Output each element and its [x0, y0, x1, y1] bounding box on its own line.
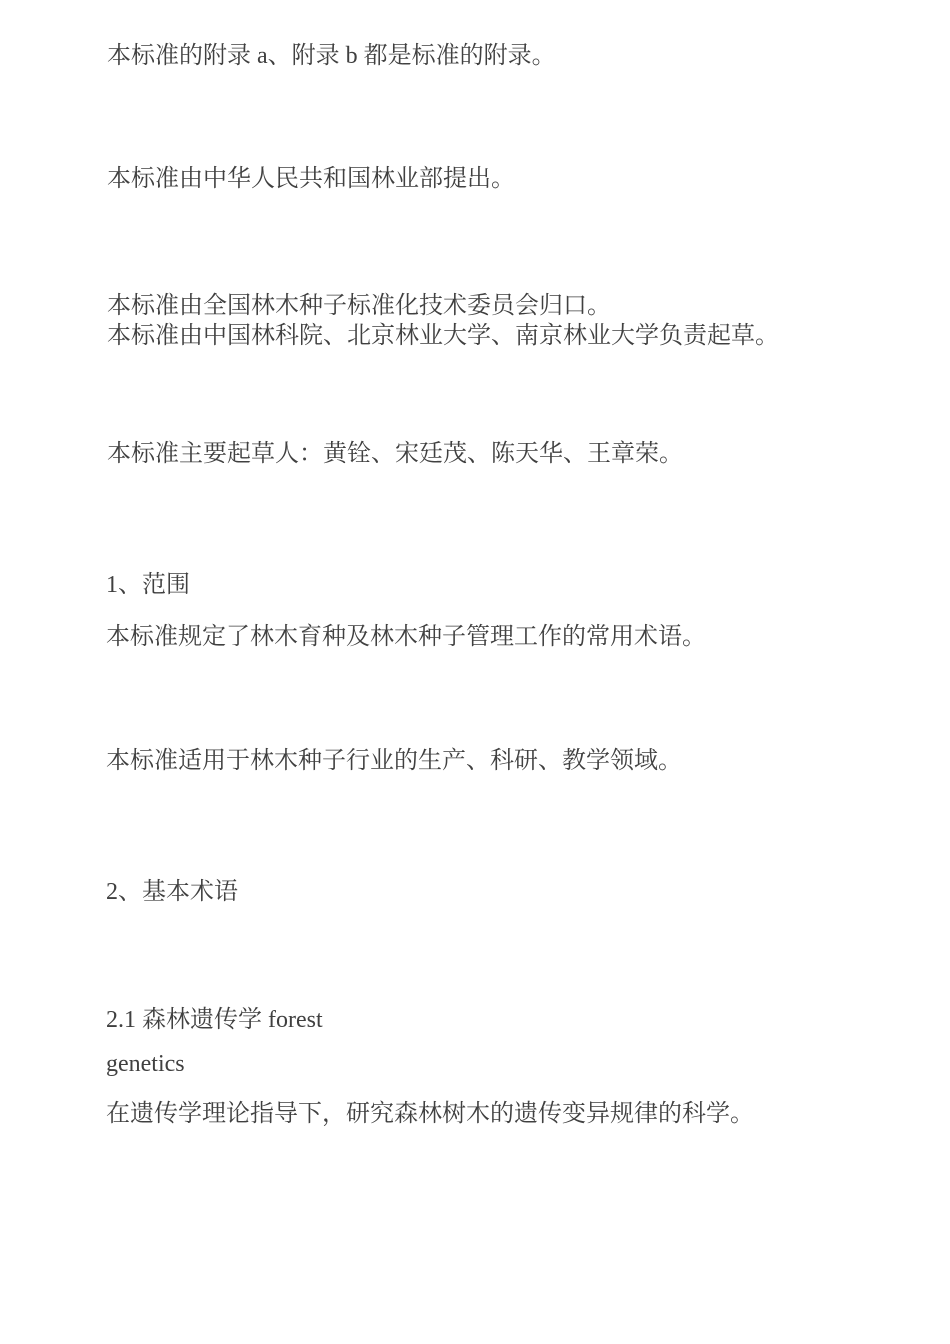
scope-paragraph-2: 本标准适用于林木种子行业的生产、科研、教学领域。	[106, 748, 682, 774]
section-heading-scope: 1、范围	[106, 572, 190, 598]
appendix-note: 本标准的附录 a、附录 b 都是标准的附录。	[107, 43, 556, 69]
scope-paragraph-1: 本标准规定了林木育种及林木种子管理工作的常用术语。	[106, 624, 706, 650]
term-2-1-definition: 在遗传学理论指导下，研究森林树木的遗传变异规律的科学。	[106, 1101, 754, 1127]
committee-note: 本标准由全国林木种子标准化技术委员会归口。	[107, 293, 611, 319]
term-2-1-title-continued: genetics	[106, 1051, 185, 1077]
proposer-note: 本标准由中华人民共和国林业部提出。	[107, 166, 515, 192]
term-2-1-title: 2.1 森林遗传学 forest	[106, 1007, 323, 1033]
section-heading-basic-terms: 2、基本术语	[106, 879, 238, 905]
drafters-note: 本标准主要起草人：黄铨、宋廷茂、陈天华、王章荣。	[107, 441, 683, 467]
drafting-unit-note: 本标准由中国林科院、北京林业大学、南京林业大学负责起草。	[107, 323, 779, 349]
